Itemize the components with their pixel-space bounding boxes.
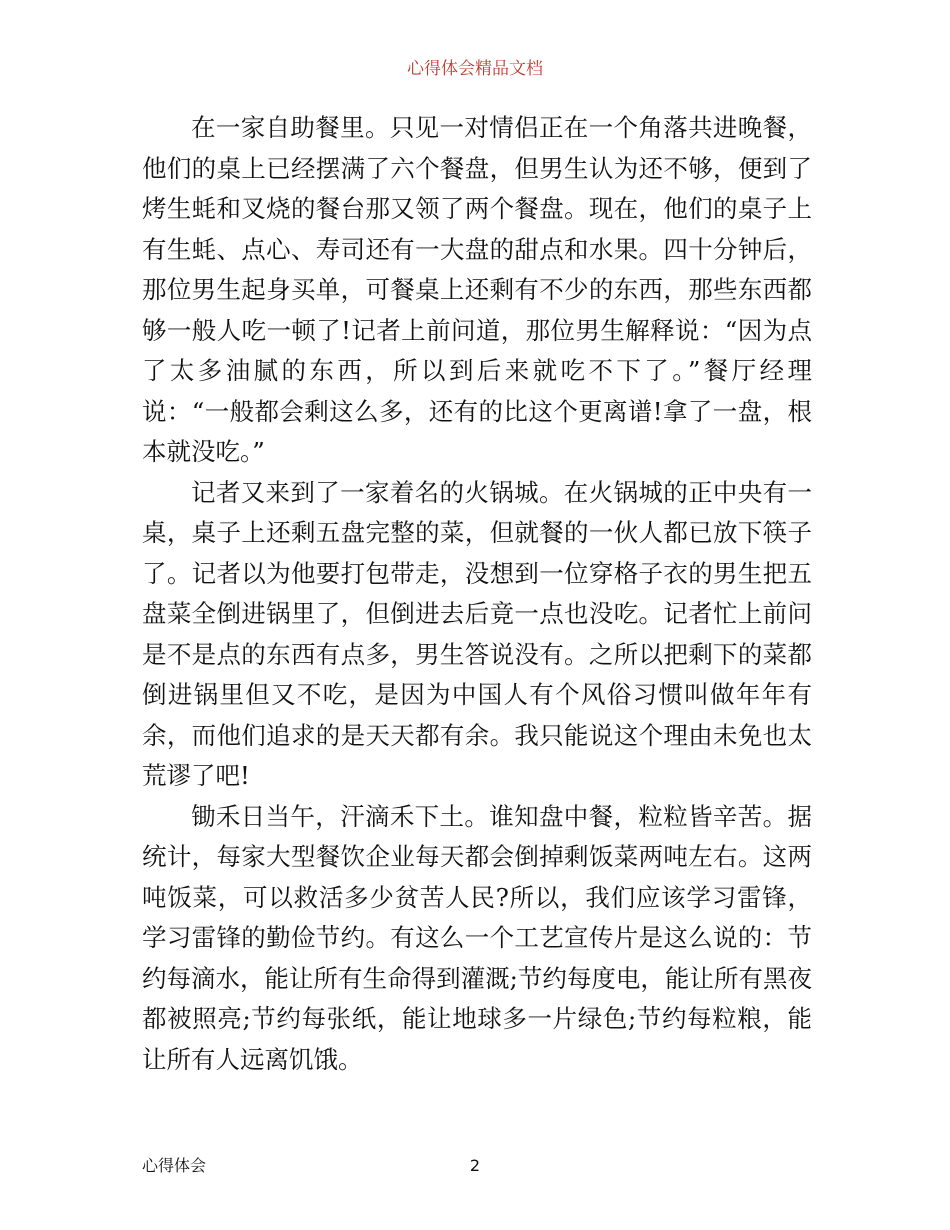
paragraph-1: 在一家自助餐里。只见一对情侣正在一个角落共进晚餐，他们的桌上已经摆满了六个餐盘，但男生认为还不够，便到了烤生蚝和叉烧的餐台那又领了两个餐盘。现在，他们的桌子上有生蚝、点心、寿司还有一大盘的甜点和水果。四十分钟后，那位男生起身买单，可餐桌上还剩有不少的东西，那些东西都够一般人吃一顿了!记者上前问道，那位男生解释说：“因为点了太多油腻的东西，所以到后来就吃不下了。”餐厅经理说：“一般都会剩这么多，还有的比这个更离谱!拿了一盘，根本就没吃。” — [142, 113, 812, 466]
page-header-title: 心得体会精品文档 — [407, 59, 543, 79]
footer-label: 心得体会 — [142, 1156, 207, 1175]
paragraph-3: 锄禾日当午，汗滴禾下土。谁知盘中餐，粒粒皆辛苦。据统计，每家大型餐饮企业每天都会倒掉剩饭菜两吨左右。这两吨饭菜，可以救活多少贫苦人民?所以，我们应该学习雷锋，学习雷锋的勤俭节约。有这么一个工艺宣传片是这么说的：节约每滴水，能让所有生命得到灌溉;节约每度电，能让所有黑夜都被照亮;节约每张纸，能让地球多一片绿色;节约每粒粮，能让所有人远离饥饿。 — [142, 801, 812, 1074]
paragraph-2: 记者又来到了一家着名的火锅城。在火锅城的正中央有一桌，桌子上还剩五盘完整的菜，但就餐的一伙人都已放下筷子了。记者以为他要打包带走，没想到一位穿格子衣的男生把五盘菜全倒进锅里了，但倒进去后竟一点也没吃。记者忙上前问是不是点的东西有点多，男生答说没有。之所以把剩下的菜都倒进锅里但又不吃，是因为中国人有个风俗习惯叫做年年有余，而他们追求的是天天都有余。我只能说这个理由未免也太荒谬了吧! — [142, 477, 812, 790]
page-number: 2 — [469, 1156, 481, 1175]
document-body — [142, 108, 812, 1080]
